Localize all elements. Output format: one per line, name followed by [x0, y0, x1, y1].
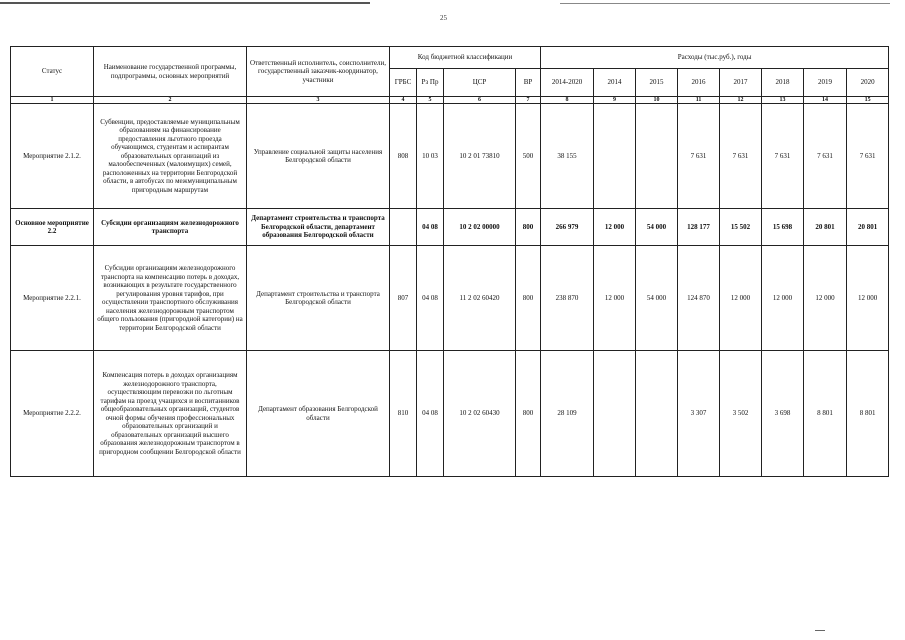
table-row	[11, 209, 889, 246]
row-value: 128 177	[678, 209, 720, 246]
row-value: 3 502	[720, 351, 762, 477]
row-vr: 800	[516, 209, 541, 246]
header-csr: ЦСР	[444, 69, 516, 97]
row-value: 20 801	[847, 209, 889, 246]
row-csr: 11 2 02 60420	[444, 246, 516, 351]
table-row	[11, 104, 889, 209]
column-number: 1	[11, 97, 94, 104]
header-year: 2014-2020	[541, 69, 594, 97]
header-rzpr: Рз Пр	[417, 69, 444, 97]
row-value: 28 109	[541, 351, 594, 477]
header-year: 2014	[594, 69, 636, 97]
header-program: Наименование государственной программы, подпрограммы, основных мероприятий	[94, 47, 247, 97]
page-number: 25	[440, 14, 447, 22]
column-number: 7	[516, 97, 541, 104]
row-value: 12 000	[594, 246, 636, 351]
row-value: 54 000	[636, 209, 678, 246]
row-vr: 500	[516, 104, 541, 209]
column-number: 2	[94, 97, 247, 104]
row-value: 7 631	[678, 104, 720, 209]
row-grbs: 810	[390, 351, 417, 477]
row-value: 38 155	[541, 104, 594, 209]
row-value: 15 698	[762, 209, 804, 246]
row-status: Мероприятие 2.1.2.	[11, 104, 94, 209]
row-grbs: 807	[390, 246, 417, 351]
header-grbs: ГРБС	[390, 69, 417, 97]
row-value: 238 870	[541, 246, 594, 351]
row-value: 8 801	[847, 351, 889, 477]
scan-edge-mark	[815, 630, 825, 631]
row-rzpr: 04 08	[417, 351, 444, 477]
header-year: 2017	[720, 69, 762, 97]
row-value	[594, 104, 636, 209]
column-number-row	[11, 97, 889, 104]
column-number: 6	[444, 97, 516, 104]
column-number: 11	[678, 97, 720, 104]
column-number: 14	[804, 97, 847, 104]
row-name: Субсидии организациям железнодорожного транспорта	[94, 209, 247, 246]
row-vr: 800	[516, 351, 541, 477]
budget-table	[10, 46, 889, 477]
header-year: 2016	[678, 69, 720, 97]
row-vr: 800	[516, 246, 541, 351]
table-row	[11, 351, 889, 477]
row-value: 266 979	[541, 209, 594, 246]
header-row	[11, 47, 889, 69]
row-value: 15 502	[720, 209, 762, 246]
column-number: 5	[417, 97, 444, 104]
column-number: 13	[762, 97, 804, 104]
column-number: 12	[720, 97, 762, 104]
column-number: 4	[390, 97, 417, 104]
row-value: 124 870	[678, 246, 720, 351]
row-value: 8 801	[804, 351, 847, 477]
column-number: 9	[594, 97, 636, 104]
row-status: Мероприятие 2.2.2.	[11, 351, 94, 477]
row-executor: Управление социальной защиты населения Белгородской области	[247, 104, 390, 209]
row-grbs: 808	[390, 104, 417, 209]
row-executor: Департамент образования Белгородской области	[247, 351, 390, 477]
row-value: 12 000	[847, 246, 889, 351]
header-budget-code: Код бюджетной классификации	[390, 47, 541, 69]
row-value: 12 000	[594, 209, 636, 246]
row-value: 7 631	[762, 104, 804, 209]
row-value: 7 631	[720, 104, 762, 209]
row-value	[636, 351, 678, 477]
row-status: Мероприятие 2.2.1.	[11, 246, 94, 351]
header-year: 2018	[762, 69, 804, 97]
row-value: 7 631	[847, 104, 889, 209]
header-status: Статус	[11, 47, 94, 97]
row-value: 12 000	[804, 246, 847, 351]
scan-edge-line	[560, 3, 890, 4]
row-name: Субвенции, предоставляемые муниципальным образованиям на финансирование предоставления льготного проезда обучающимся, студентам и аспирантам образовательных организаций из малообеспеченных (малоимущих) семей, расположенных на территории Белгородской области, в автобусах по межмуниципальным пригородным маршрутам	[94, 104, 247, 209]
header-year: 2019	[804, 69, 847, 97]
row-csr: 10 2 02 60430	[444, 351, 516, 477]
column-number: 15	[847, 97, 889, 104]
header-vr: ВР	[516, 69, 541, 97]
row-value: 12 000	[720, 246, 762, 351]
row-value	[636, 104, 678, 209]
row-rzpr: 04 08	[417, 246, 444, 351]
column-number: 3	[247, 97, 390, 104]
row-name: Субсидии организациям железнодорожного транспорта на компенсацию потерь в доходах, возникающих в результате государственного регулирования уровня тарифов, при осуществлении транспортного обслуживания населения железнодорожным транспортом общего пользования (пригородной категории) на территории Белгородской области	[94, 246, 247, 351]
row-status: Основное мероприятие 2.2	[11, 209, 94, 246]
row-value: 12 000	[762, 246, 804, 351]
row-executor: Департамент строительства и транспорта Белгородской области	[247, 246, 390, 351]
header-year: 2015	[636, 69, 678, 97]
row-value: 3 698	[762, 351, 804, 477]
row-value: 20 801	[804, 209, 847, 246]
row-value: 7 631	[804, 104, 847, 209]
row-grbs	[390, 209, 417, 246]
row-value	[594, 351, 636, 477]
header-year: 2020	[847, 69, 889, 97]
row-name: Компенсация потерь в доходах организациям железнодорожного транспорта, осуществляющим перевозки по льготным тарифам на проезд учащихся и воспитанников общеобразовательных организаций, студентов очной формы обучения профессиональных образовательных организаций и образовательных организаций высшего образования железнодорожным транспортом в пригородном сообщении Белгородской области	[94, 351, 247, 477]
column-number: 8	[541, 97, 594, 104]
row-value: 3 307	[678, 351, 720, 477]
row-rzpr: 04 08	[417, 209, 444, 246]
table-row	[11, 246, 889, 351]
row-rzpr: 10 03	[417, 104, 444, 209]
row-csr: 10 2 02 00000	[444, 209, 516, 246]
row-value: 54 000	[636, 246, 678, 351]
scan-edge-line	[0, 2, 370, 4]
row-csr: 10 2 01 73810	[444, 104, 516, 209]
header-executor: Ответственный исполнитель, соисполнители, государственный заказчик-координатор, участники	[247, 47, 390, 97]
header-expenses: Расходы (тыс.руб.), годы	[541, 47, 889, 69]
column-number: 10	[636, 97, 678, 104]
row-executor: Департамент строительства и транспорта Белгородской области, департамент образования Белгородской области	[247, 209, 390, 246]
